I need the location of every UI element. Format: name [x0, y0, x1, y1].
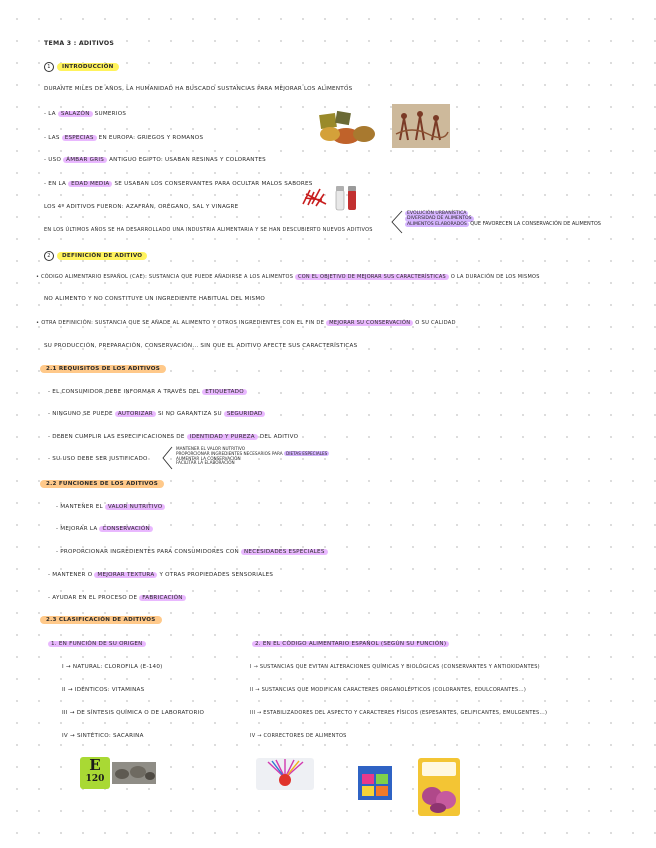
bullet-1: - LA SALAZÓN SUMERIOS	[44, 111, 127, 117]
requirement-1: - EL CONSUMIDOR DEBE INFORMAR A TRAVÉS DEL ETIQUETADO	[48, 389, 247, 396]
definition-1: • CÓDIGO ALIMENTARIO ESPAÑOL (CAE): SUSTANCIA QUE PUEDE AÑADIRSE A LOS ALIMENTOS CON EL OBJETIVO DE MEJORAR SUS CARACTERÍSTICAS O LA DURACIÓN DE LOS MISMOS	[36, 274, 540, 280]
function-2: - MEJORAR LA CONSERVACIÓN	[56, 526, 153, 533]
classification-1-item: II → IDÉNTICOS: VITAMINAS	[62, 687, 145, 693]
function-5: - AYUDAR EN EL PROCESO DE FABRICACIÓN	[48, 595, 186, 602]
section-2-title: 2 DEFINICIÓN DE ADITIVO	[44, 251, 147, 261]
page-heading: TEMA 3 : ADITIVOS	[44, 40, 115, 47]
section-2-2-title: 2.2 FUNCIONES DE LOS ADITIVOS	[40, 481, 164, 488]
salt-shaker-image	[334, 182, 360, 214]
function-3: - PROPORCIONAR INGREDIENTES PARA CONSUMIDORES CON NECESIDADES ESPECIALES	[56, 549, 328, 556]
section-1-title: 1 INTRODUCCIÓN	[44, 62, 119, 72]
section-2-1-title: 2.1 REQUISITOS DE LOS ADITIVOS	[40, 366, 166, 373]
saffron-image	[300, 186, 330, 208]
classification-2-item: III → ESTABILIZADORES DEL ASPECTO Y CARACTERES FÍSICOS (ESPESANTES, GELIFICANTES, EMULGENTES...)	[250, 710, 548, 716]
requirement-4: - SU USO DEBE SER JUSTIFICADO	[48, 456, 148, 462]
dye-box-image	[356, 764, 394, 802]
section-2-3-title: 2.3 CLASIFICACIÓN DE ADITIVOS	[40, 617, 162, 624]
brace-list-2: MANTENER EL VALOR NUTRITIVO PROPORCIONAR INGREDIENTES NECESARIOS PARA DIETAS ESPECIALES AUMENTAR LA CONSERVACIÓN FACILITAR LA ELABORACIÓN	[176, 446, 328, 466]
spices-image	[316, 110, 380, 146]
bullet-6: EN LOS ÚLTIMOS AÑOS SE HA DESARROLLADO UNA INDUSTRIA ALIMENTARIA Y SE HAN DESCUBIERTO NUEVOS ADITIVOS	[44, 227, 373, 233]
egyptian-art-image	[392, 104, 450, 148]
curly-brace-icon	[160, 446, 174, 470]
number-1-icon: 1	[44, 62, 54, 72]
definition-3: • OTRA DEFINICIÓN: SUSTANCIA QUE SE AÑADE AL ALIMENTO Y OTROS INGREDIENTES CON EL FIN DE MEJORAR SU CONSERVACIÓN O SU CALIDAD	[36, 320, 456, 326]
function-1: - MANTENER EL VALOR NUTRITIVO	[56, 504, 165, 511]
requirement-3: - DEBEN CUMPLIR LAS ESPECIFICACIONES DE IDENTIDAD Y PUREZA DEL ADITIVO	[48, 434, 299, 440]
curly-brace-icon	[388, 210, 404, 234]
classification-2-item: I → SUSTANCIAS QUE EVITAN ALTERACIONES QUÍMICAS Y BIOLÓGICAS (CONSERVANTES Y ANTIOXIDANTES)	[250, 664, 540, 670]
bullet-4: - EN LA EDAD MEDIA SE USABAN LOS CONSERVANTES PARA OCULTAR MALOS SABORES	[44, 181, 313, 187]
classification-1-item: III → DE SÍNTESIS QUÍMICA O DE LABORATORIO	[62, 710, 205, 716]
classification-1-title: 1. EN FUNCIÓN DE SU ORIGEN	[48, 641, 146, 648]
e-number-label: E 120	[80, 757, 110, 789]
bullet-5: LOS 4º ADITIVOS FUERON: AZAFRÁN, ORÉGANO, SAL Y VINAGRE	[44, 204, 239, 210]
intro-text: DURANTE MILES DE AÑOS, LA HUMANIDAD HA BUSCADO SUSTANCIAS PARA MEJORAR LOS ALIMENTOS	[44, 86, 353, 92]
classification-1-item: I → NATURAL: CLOROFILA (E-140)	[62, 664, 163, 670]
requirement-2: - NINGUNO SE PUEDE AUTORIZAR SI NO GARANTIZA SU SEGURIDAD	[48, 411, 265, 418]
bullet-2: - LAS ESPECIAS EN EUROPA: GRIEGOS Y ROMANOS	[44, 135, 204, 141]
classification-2-item: IV → CORRECTORES DE ALIMENTOS	[250, 733, 347, 739]
definition-2: NO ALIMENTO Y NO CONSTITUYE UN INGREDIENTE HABITUAL DEL MISMO	[44, 296, 266, 302]
definition-4: SU PRODUCCIÓN, PREPARACIÓN, CONSERVACIÓN... SIN QUE EL ADITIVO AFECTE SUS CARACTERÍSTICAS	[44, 343, 358, 349]
bullet-3: - USO ÁMBAR GRIS ANTIGUO EGIPTO: USABAN RESINAS Y COLORANTES	[44, 157, 266, 163]
candy-image	[256, 758, 314, 790]
classification-1-item: IV → SINTÉTICO: SACARINA	[62, 733, 144, 739]
number-2-icon: 2	[44, 251, 54, 261]
classification-2-item: II → SUSTANCIAS QUE MODIFICAN CARACTERES ORGANOLÉPTICOS (COLORANTES, EDULCORANTES...)	[250, 687, 527, 693]
brace-list-1: EVOLUCIÓN URBANÍSTICA DIVERSIDAD DE ALIMENTOS ALIMENTOS ELABORADOS QUE FAVORECEN LA CONSERVACIÓN DE ALIMENTOS	[407, 211, 601, 227]
cochineal-image	[112, 762, 156, 784]
function-4: - MANTENER O MEJORAR TEXTURA Y OTRAS PROPIEDADES SENSORIALES	[48, 572, 274, 578]
baking-box-image	[416, 756, 462, 818]
classification-2-title: 2. EN EL CÓDIGO ALIMENTARIO ESPAÑOL (SEGÚN SU FUNCIÓN)	[252, 641, 449, 648]
